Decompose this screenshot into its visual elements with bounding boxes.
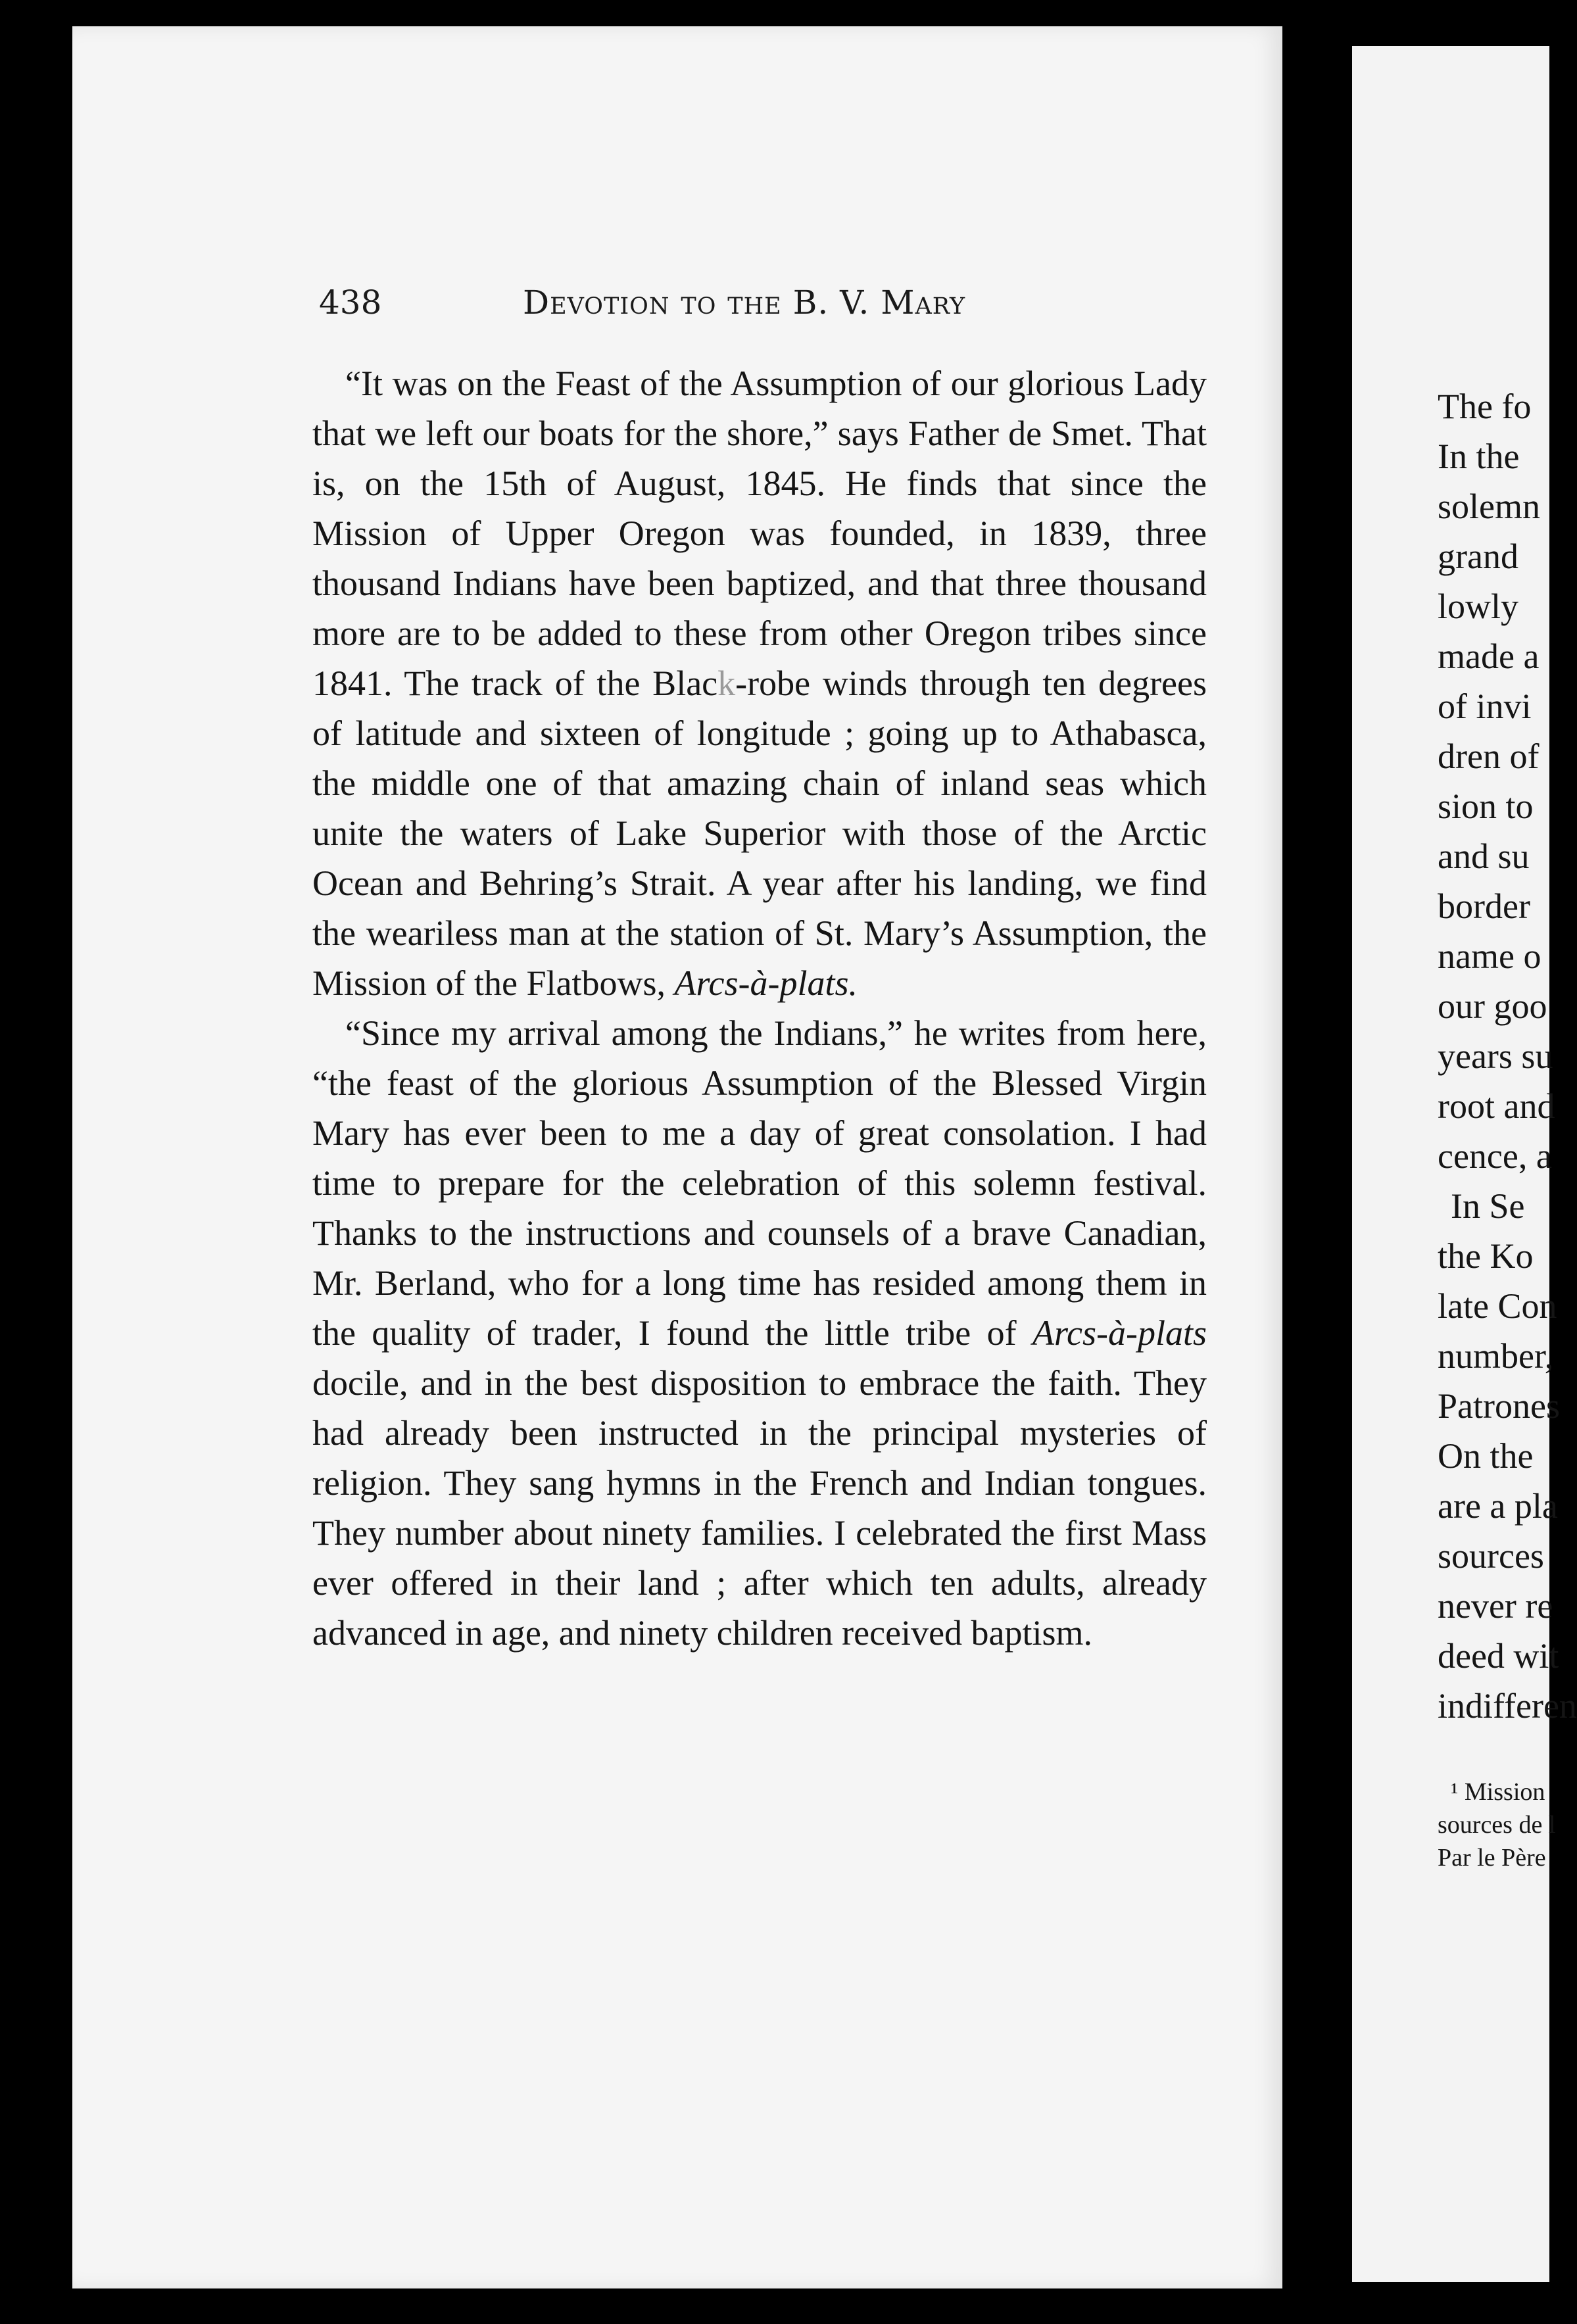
paragraph-1-obscured-letter: k — [717, 664, 736, 703]
paragraph-2-text-a: “Since my arrival among the Indians,” he writes from here, “the feast of the glorious Assumption of the Blessed Virgin Mary has ever been to me a day of great consolation. I had time to prepare for the celebration of this solemn festival. Thanks to the instructions and counsels of a brave Canadian, Mr. Berland, who for a long time has resided among them in the quality of trader, I found the little tribe of — [312, 1013, 1207, 1353]
facing-line: number, — [1438, 1336, 1554, 1376]
facing-line: name o — [1438, 936, 1541, 976]
page-number: 438 — [319, 283, 382, 322]
facing-line: dren of — [1438, 737, 1540, 776]
facing-line: grand — [1438, 537, 1518, 576]
paragraph-1-italic: Arcs-à-plats. — [674, 963, 858, 1003]
facing-line: the Ko — [1438, 1236, 1534, 1276]
facing-line: sources — [1438, 1536, 1544, 1576]
paragraph-1 — [312, 358, 1207, 1008]
facing-line: deed wit — [1438, 1636, 1559, 1676]
facing-line: lowly — [1438, 587, 1519, 626]
facing-footnote: sources de l — [1438, 1811, 1556, 1839]
facing-page — [1352, 46, 1577, 2282]
facing-footnote: ¹ Mission — [1451, 1778, 1545, 1806]
facing-line: solemn — [1438, 487, 1540, 526]
facing-line: made a — [1438, 637, 1540, 676]
facing-line: On the — [1438, 1436, 1534, 1476]
paragraph-2 — [312, 1008, 1207, 1658]
facing-line: root and — [1438, 1086, 1555, 1126]
facing-line: border — [1438, 886, 1530, 926]
facing-line: late Con — [1438, 1286, 1557, 1326]
paragraph-1-text-a: “It was on the Feast of the Assumption of our glorious Lady that we left our boats for the shore,” says Father de Smet. That is, on the 15th of August, 1845. He finds that since the Mission of Upper Oregon was founded, in 1839, three thousand Indians have been baptized, and that three thousand more are to be added to these from other Oregon tribes since 1841. The track of the Blac — [312, 364, 1207, 703]
facing-line: our goo — [1438, 986, 1547, 1026]
page-header — [319, 279, 1102, 326]
facing-line: and su — [1438, 836, 1530, 876]
facing-footnote: Par le Père — [1438, 1844, 1546, 1872]
paragraph-2-italic: Arcs-à-plats — [1032, 1313, 1207, 1353]
facing-line: cence, a — [1438, 1136, 1552, 1176]
running-head: Devotion to the B. V. Mary — [523, 283, 966, 322]
facing-line: of invi — [1438, 687, 1532, 726]
facing-line: In Se — [1451, 1186, 1525, 1226]
facing-line: are a pla — [1438, 1486, 1558, 1526]
facing-page-lines — [1438, 46, 1577, 2282]
paragraph-2-text-b: docile, and in the best disposition to embrace the faith. They had already been instructed in the principal mysteries of religion. They sang hymns in the French and Indian tongues. They number about ninety families. I celebrated the first Mass ever offered in their land ; after which ten adults, already advanced in age, and ninety children received baptism. — [312, 1363, 1207, 1653]
facing-line: indifferen — [1438, 1686, 1577, 1726]
facing-line: The fo — [1438, 387, 1532, 426]
body-text — [312, 358, 1207, 1658]
facing-line: sion to — [1438, 787, 1534, 826]
facing-line: In the — [1438, 437, 1520, 476]
facing-line: never re — [1438, 1586, 1553, 1626]
facing-line: years su — [1438, 1036, 1553, 1076]
facing-line: Patrones — [1438, 1386, 1560, 1426]
paragraph-1-text-b: -robe winds through ten degrees of latitude and sixteen of longitude ; going up to Athabasca, the middle one of that amazing chain of inland seas which unite the waters of Lake Superior with those of the Arctic Ocean and Behring’s Strait. A year after his landing, we find the weariless man at the station of St. Mary’s Assumption, the Mission of the Flatbows, — [312, 664, 1207, 1003]
